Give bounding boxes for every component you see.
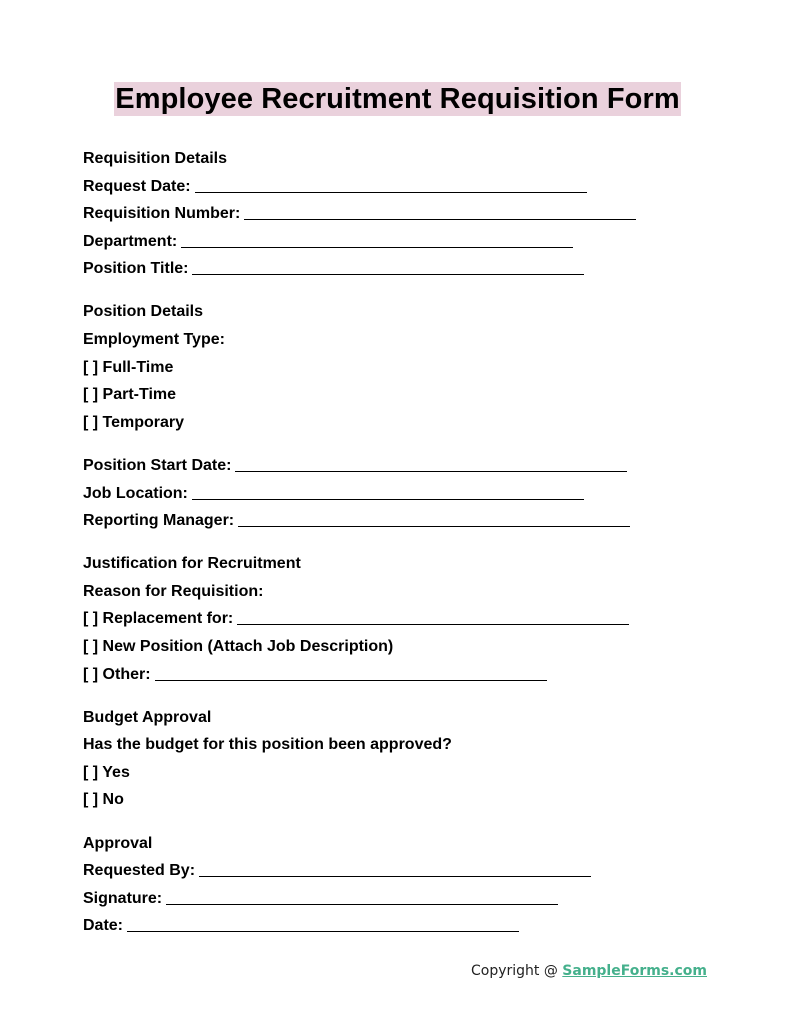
title-container (0, 82, 795, 116)
checkbox-temporary[interactable]: [ ] Temporary (83, 413, 185, 431)
start-date-field[interactable] (235, 470, 627, 472)
signature-field[interactable] (166, 903, 558, 905)
section-heading-budget: Budget Approval (83, 708, 212, 726)
section-gap (83, 283, 763, 299)
department-row (83, 228, 763, 256)
date-label: Date: (83, 917, 124, 935)
other-field[interactable] (155, 679, 547, 681)
request-date-label: Request Date: (83, 177, 191, 195)
start-date-label: Position Start Date: (83, 456, 232, 474)
date-field[interactable] (127, 930, 519, 932)
checkbox-part-time[interactable]: [ ] Part-Time (83, 386, 177, 404)
checkbox-replacement[interactable]: [ ] Replacement for: (83, 610, 234, 628)
section-gap (83, 688, 763, 704)
reporting-manager-row (83, 507, 763, 535)
requisition-number-field[interactable] (244, 218, 636, 220)
requisition-number-label: Requisition Number: (83, 205, 241, 223)
request-date-row (83, 173, 763, 201)
requested-by-row (83, 857, 763, 885)
page-title: Employee Recruitment Requisition Form (115, 83, 680, 115)
date-row (83, 912, 763, 940)
reporting-manager-label: Reporting Manager: (83, 512, 235, 530)
department-field[interactable] (181, 246, 573, 248)
reporting-manager-field[interactable] (238, 525, 630, 527)
job-location-row (83, 480, 763, 508)
position-title-field[interactable] (192, 273, 584, 275)
footer-copyright (471, 963, 707, 979)
brand-link[interactable]: SampleForms.com (562, 963, 707, 979)
reason-label: Reason for Requisition: (83, 582, 264, 600)
checkbox-other[interactable]: [ ] Other: (83, 665, 151, 683)
section-gap (83, 535, 763, 551)
signature-row (83, 885, 763, 913)
section-heading-justification: Justification for Recruitment (83, 555, 301, 573)
signature-label: Signature: (83, 889, 163, 907)
form-body (83, 145, 763, 940)
position-title-row (83, 255, 763, 283)
section-heading-requisition: Requisition Details (83, 150, 228, 167)
job-location-label: Job Location: (83, 484, 188, 502)
checkbox-yes[interactable]: [ ] Yes (83, 763, 130, 781)
job-location-field[interactable] (192, 498, 584, 500)
other-row (83, 661, 763, 689)
start-date-row (83, 452, 763, 480)
replacement-field[interactable] (237, 623, 629, 625)
request-date-field[interactable] (195, 191, 587, 193)
requested-by-label: Requested By: (83, 862, 196, 880)
position-title-label: Position Title: (83, 260, 189, 278)
replacement-row (83, 605, 763, 633)
department-label: Department: (83, 232, 178, 250)
section-heading-position: Position Details (83, 303, 204, 321)
checkbox-new-position[interactable]: [ ] New Position (Attach Job Description) (83, 638, 394, 655)
checkbox-full-time[interactable]: [ ] Full-Time (83, 358, 174, 376)
section-heading-approval: Approval (83, 834, 153, 852)
section-gap (83, 814, 763, 830)
section-gap (83, 436, 763, 452)
requested-by-field[interactable] (199, 875, 591, 877)
employment-type-label: Employment Type: (83, 331, 225, 349)
budget-question: Has the budget for this position been approved? (83, 736, 452, 754)
requisition-number-row (83, 200, 763, 228)
checkbox-no[interactable]: [ ] No (83, 791, 124, 809)
copyright-text: Copyright @ (470, 963, 563, 979)
